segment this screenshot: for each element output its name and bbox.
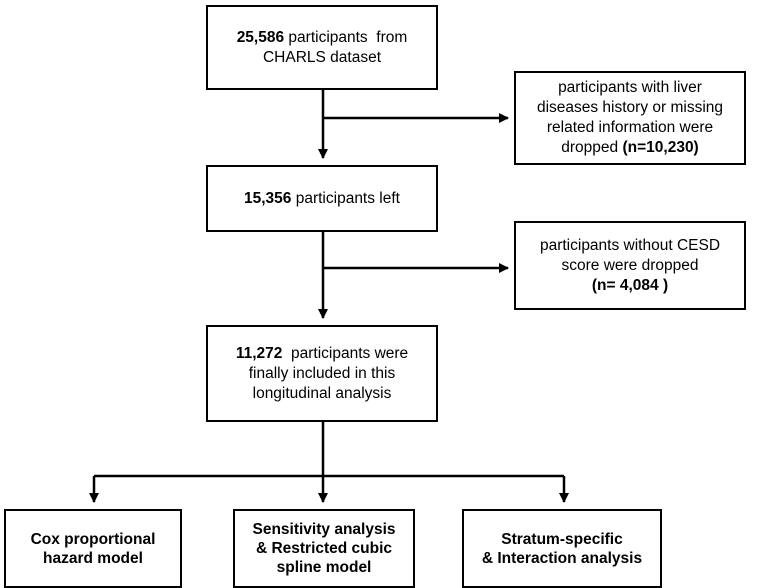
cox-line1: Cox proportional: [30, 530, 156, 548]
final-text-a: participants were: [282, 344, 409, 362]
strat-line1: Stratum-specific: [501, 530, 623, 548]
box-exclusion-liver: [514, 71, 746, 165]
excl1-line1: participants with liver: [558, 79, 702, 96]
box-exclusion-cesd: [514, 221, 746, 310]
initial-text-b: CHARLS dataset: [262, 48, 382, 66]
box-sensitivity-analysis: [233, 509, 415, 588]
box-initial-participants: [206, 5, 438, 90]
initial-count: 25,586: [236, 28, 285, 46]
sens-line2: & Restricted cubic: [255, 540, 393, 557]
initial-text-a: participants from: [284, 28, 408, 46]
excl1-line3: related information were: [546, 119, 714, 136]
final-text-c: longitudinal analysis: [252, 384, 392, 402]
box-final-included: [206, 325, 438, 422]
excl2-line2: score were dropped: [561, 256, 699, 274]
sens-line3: spline model: [276, 559, 372, 576]
box-cox-model: [4, 509, 182, 588]
excl1-count: (n=10,230): [622, 139, 699, 156]
box-stratum-analysis: [462, 509, 662, 588]
excl1-line2: diseases history or missing: [536, 99, 724, 116]
left-text: participants left: [291, 189, 400, 207]
cox-line2: hazard model: [43, 549, 143, 567]
strat-line2: & Interaction analysis: [481, 549, 643, 567]
excl2-count: (n= 4,084 ): [591, 276, 669, 294]
sens-line1: Sensitivity analysis: [252, 521, 396, 538]
final-count: 11,272: [235, 344, 283, 362]
final-text-b: finally included in this: [248, 364, 396, 382]
left-count: 15,356: [244, 189, 292, 207]
excl1-line4: dropped: [561, 139, 623, 156]
excl2-line1: participants without CESD: [539, 236, 721, 254]
box-participants-left: [206, 165, 438, 232]
